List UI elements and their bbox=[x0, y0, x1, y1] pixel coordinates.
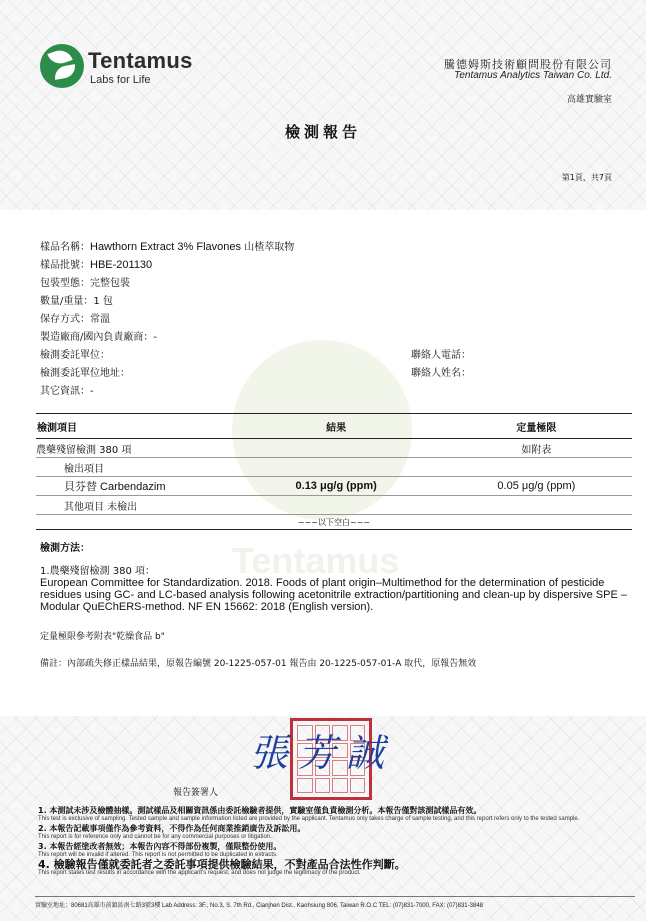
quantity-row bbox=[40, 292, 113, 307]
sample-batch-row bbox=[40, 256, 152, 271]
other-info-label: 其它資訊： bbox=[40, 386, 90, 397]
other-info-value: - bbox=[90, 386, 94, 397]
note-zh: 4. 檢驗報告僅就委託者之委託事項提供檢驗結果，不對產品合法性作判斷。 bbox=[38, 858, 406, 871]
package-value: 完整包裝 bbox=[90, 278, 130, 289]
manufacturer-row bbox=[40, 328, 157, 343]
row-loq: 如附表 bbox=[441, 439, 632, 458]
table-row bbox=[36, 477, 632, 496]
table-row bbox=[36, 458, 632, 477]
method-title: 檢測方法： bbox=[40, 543, 90, 554]
row-result bbox=[232, 458, 441, 477]
company-name-en: Tentamus Analytics Taiwan Co. Ltd. bbox=[454, 70, 612, 81]
contact-phone-row bbox=[411, 346, 471, 361]
sample-batch-label: 樣品批號： bbox=[40, 260, 90, 271]
header-result: 結果 bbox=[232, 414, 441, 439]
storage-label: 保存方式： bbox=[40, 314, 90, 325]
header-background-pattern bbox=[0, 0, 646, 210]
results-table bbox=[36, 413, 632, 530]
sample-name-label: 樣品名稱： bbox=[40, 242, 90, 253]
contact-name-label: 聯絡人姓名： bbox=[411, 368, 471, 379]
company-name-zh: 騰德姆斯技術顧問股份有限公司 bbox=[444, 58, 612, 71]
quantity-label: 數量/重量： bbox=[40, 296, 94, 307]
header-loq: 定量極限 bbox=[441, 414, 632, 439]
sample-name-value: Hawthorn Extract 3% Flavones bbox=[90, 241, 242, 253]
page-number: 第1頁，共7頁 bbox=[561, 173, 612, 182]
method-item-title: 1.農藥殘留檢測 380 項： bbox=[40, 566, 155, 577]
company-logo bbox=[40, 44, 200, 94]
limit-note: 定量極限參考附表"乾燥食品 b" bbox=[40, 632, 165, 642]
note-zh: 1. 本測試未涉及檢體抽樣。測試樣品及相關資訊係由委託檢驗者提供，實驗室僅負責檢測分析。本報告僅對該測試樣品有效。 bbox=[38, 806, 482, 815]
contact-name-row bbox=[411, 364, 471, 379]
client-address-label: 檢測委託單位地址： bbox=[40, 368, 130, 379]
row-result bbox=[232, 439, 441, 458]
row-item: 貝芬替 Carbendazim bbox=[36, 477, 232, 496]
disclaimer-notes bbox=[38, 806, 618, 878]
method-block bbox=[40, 562, 630, 613]
header-test-item: 檢測項目 bbox=[36, 414, 232, 439]
method-body: European Committee for Standardization. 2018. Foods of plant origin–Multimethod for the determination of pesticide residues using GC- and LC-based analysis following acetonitrile extraction/partitioning and clean-up by dispersive SPE – Modular QuEChERS-method. NF EN 15662: 2018 (English version). bbox=[40, 577, 627, 613]
blank-row bbox=[36, 515, 632, 530]
storage-value: 常溫 bbox=[90, 314, 110, 325]
client-row bbox=[40, 346, 110, 361]
report-title: 檢測報告 bbox=[284, 123, 361, 141]
note-en: This test is exclusive of sampling. Tested sample and sample information listed are provided by the applicant. Tentamus only takes charge of sample testing, and this report refers only to the tested sample. bbox=[38, 816, 580, 822]
package-label: 包裝型態： bbox=[40, 278, 90, 289]
note-en: This report states test results in accordance with the applicant's request, and does not judge the legitimacy of the product. bbox=[38, 870, 361, 876]
logo-tagline: Labs for Life bbox=[90, 74, 151, 86]
leaf-icon bbox=[40, 44, 84, 88]
row-result: 0.13 μg/g (ppm) bbox=[232, 477, 441, 496]
results-header-row bbox=[36, 414, 632, 439]
row-item: 其他項目 未檢出 bbox=[36, 496, 232, 515]
manufacturer-label: 製造廠商/國內負責廠商： bbox=[40, 332, 154, 343]
row-loq bbox=[441, 496, 632, 515]
sample-name-value-zh: 山楂萃取物 bbox=[244, 242, 295, 253]
signature: 張芳誠 bbox=[250, 731, 395, 775]
row-loq bbox=[441, 458, 632, 477]
row-result bbox=[232, 496, 441, 515]
sample-batch-value: HBE-201130 bbox=[90, 259, 153, 271]
footer-address: 實驗室地址：80681高雄市前鎮區南七路3號3樓 Lab Address: 3F., No.3, S. 7th Rd., Cianjhen Dist., Kaohsiung 806, Taiwan R.O.C TEL: (07)831-7000, FAX: (07)831-3848 bbox=[35, 896, 635, 909]
watermark-logo-text: Tentamus bbox=[232, 540, 400, 581]
client-label: 檢測委託單位： bbox=[40, 350, 110, 361]
sample-name-row bbox=[40, 238, 294, 253]
logo-name: Tentamus bbox=[88, 48, 193, 73]
quantity-value: 1 包 bbox=[93, 296, 113, 307]
remark: 備註：內部疏失修正樣品結果，原報告編號 20-1225-057-01 報告由 20-1225-057-01-A 取代，原報告無效 bbox=[40, 659, 477, 669]
lab-name: 高雄實驗室 bbox=[566, 95, 612, 105]
table-row bbox=[36, 496, 632, 515]
storage-row bbox=[40, 310, 110, 325]
manufacturer-value: - bbox=[153, 332, 157, 343]
client-address-row bbox=[40, 364, 130, 379]
table-row bbox=[36, 439, 632, 458]
other-info-row bbox=[40, 382, 94, 397]
row-loq: 0.05 μg/g (ppm) bbox=[441, 477, 632, 496]
note-zh: 3. 本報告經塗改者無效；本報告內容不得部份複製，僅限整份使用。 bbox=[38, 842, 282, 851]
blank-note: ~~~以下空白~~~ bbox=[36, 515, 632, 530]
row-item: 檢出項目 bbox=[36, 458, 232, 477]
note-en: This report is for reference only and cannot be for any commercial purposes or litigation. bbox=[38, 834, 272, 840]
contact-phone-label: 聯絡人電話： bbox=[411, 350, 471, 361]
note-en: This report will be invalid if altered. This report is not permitted to be duplicated in extracts. bbox=[38, 852, 278, 858]
note-zh: 2. 本報告記載事項僅作為參考資料，不得作為任何商業推銷廣告及訴訟用。 bbox=[38, 824, 306, 833]
signer-label: 報告簽署人 bbox=[173, 788, 219, 798]
package-row bbox=[40, 274, 130, 289]
row-item: 農藥殘留檢測 380 項 bbox=[36, 439, 232, 458]
